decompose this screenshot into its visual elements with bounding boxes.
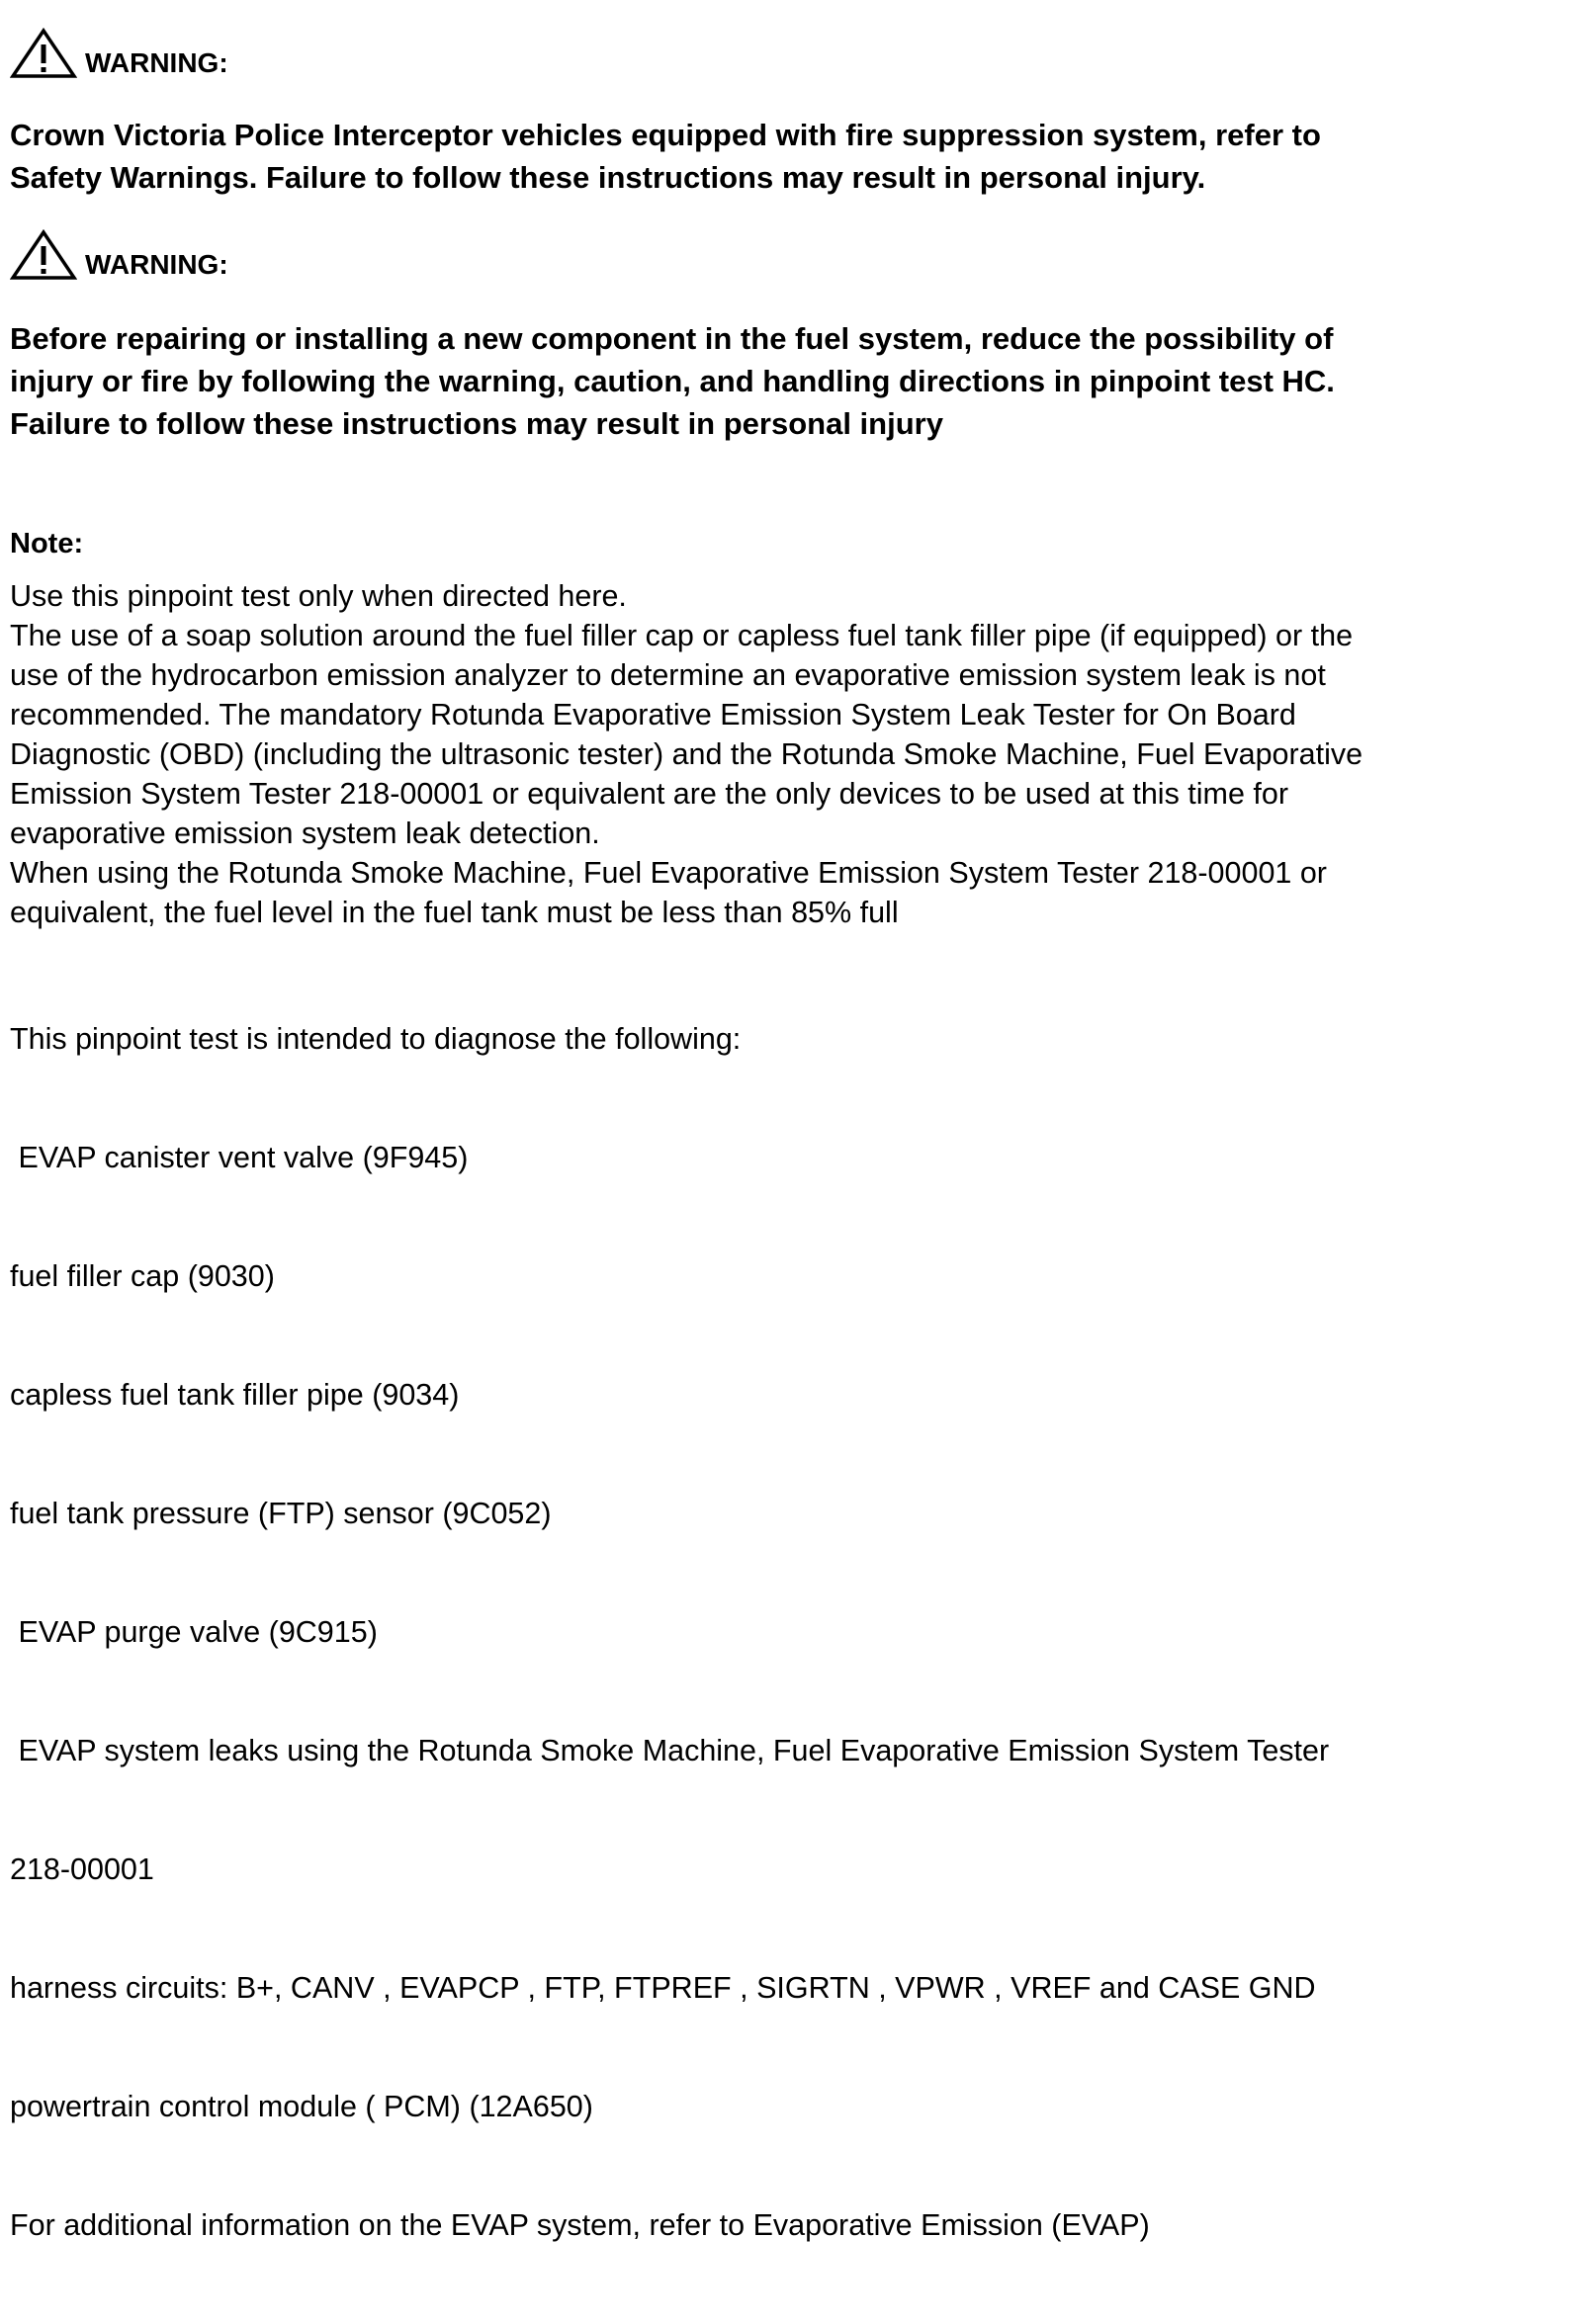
diagnosis-list <box>10 940 1577 2324</box>
note-line: recommended. The mandatory Rotunda Evaporative Emission System Leak Tester for On Board <box>10 698 1296 732</box>
note-line: use of the hydrocarbon emission analyzer to determine an evaporative emission system leak is not <box>10 658 1326 692</box>
warning-label-2: WARNING: <box>85 249 228 280</box>
note-line: equivalent, the fuel level in the fuel tank must be less than 85% full <box>10 896 899 929</box>
note-label: Note: <box>10 528 84 559</box>
note-line: Emission System Tester 218-00001 or equivalent are the only devices to be used at this time for <box>10 777 1288 811</box>
diagnosis-line: powertrain control module ( PCM) (12A650) <box>10 2090 593 2123</box>
diagnosis-line: This pinpoint test is intended to diagnose the following: <box>10 1022 742 1056</box>
diagnosis-line: harness circuits: B+, CANV , EVAPCP , FTP, FTPREF , SIGRTN , VPWR , VREF and CASE GND <box>10 1971 1316 2005</box>
note-line: Diagnostic (OBD) (including the ultrasonic tester) and the Rotunda Smoke Machine, Fuel Evaporative <box>10 737 1363 771</box>
diagnosis-line: fuel tank pressure (FTP) sensor (9C052) <box>10 1497 552 1530</box>
diagnosis-line: For additional information on the EVAP system, refer to Evaporative Emission (EVAP) <box>10 2208 1150 2242</box>
note-line: The use of a soap solution around the fuel filler cap or capless fuel tank filler pipe (if equipped) or the <box>10 619 1354 652</box>
warning-label-1: WARNING: <box>85 47 228 78</box>
diagnosis-line: 218-00001 <box>10 1852 154 1886</box>
note-line: When using the Rotunda Smoke Machine, Fuel Evaporative Emission System Tester 218-00001 or <box>10 856 1327 890</box>
diagnosis-line: capless fuel tank filler pipe (9034) <box>10 1378 460 1412</box>
warning-1-line: Crown Victoria Police Interceptor vehicles equipped with fire suppression system, refer to <box>10 118 1321 152</box>
diagnosis-line: EVAP system leaks using the Rotunda Smoke Machine, Fuel Evaporative Emission System Tester <box>10 1734 1330 1767</box>
diagnosis-line: fuel filler cap (9030) <box>10 1259 275 1293</box>
note-paragraph <box>10 576 1577 932</box>
warning-2-line: Before repairing or installing a new component in the fuel system, reduce the possibility of <box>10 321 1334 356</box>
warning-text-2 <box>10 317 1572 445</box>
warning-triangle-icon <box>10 28 77 79</box>
warning-2-line: Failure to follow these instructions may result in personal injury <box>10 406 943 441</box>
warning-triangle-icon <box>10 229 77 281</box>
diagnosis-line: EVAP purge valve (9C915) <box>10 1615 378 1649</box>
warning-1-line: Safety Warnings. Failure to follow these instructions may result in personal injury. <box>10 160 1206 195</box>
diagnosis-line: EVAP canister vent valve (9F945) <box>10 1141 469 1174</box>
note-line: evaporative emission system leak detection. <box>10 817 600 850</box>
note-line: Use this pinpoint test only when directed here. <box>10 579 627 613</box>
warning-header-1 <box>10 20 228 79</box>
warning-header-2 <box>10 221 228 281</box>
warning-text-1 <box>10 114 1572 199</box>
warning-2-line: injury or fire by following the warning, caution, and handling directions in pinpoint test HC. <box>10 364 1335 398</box>
